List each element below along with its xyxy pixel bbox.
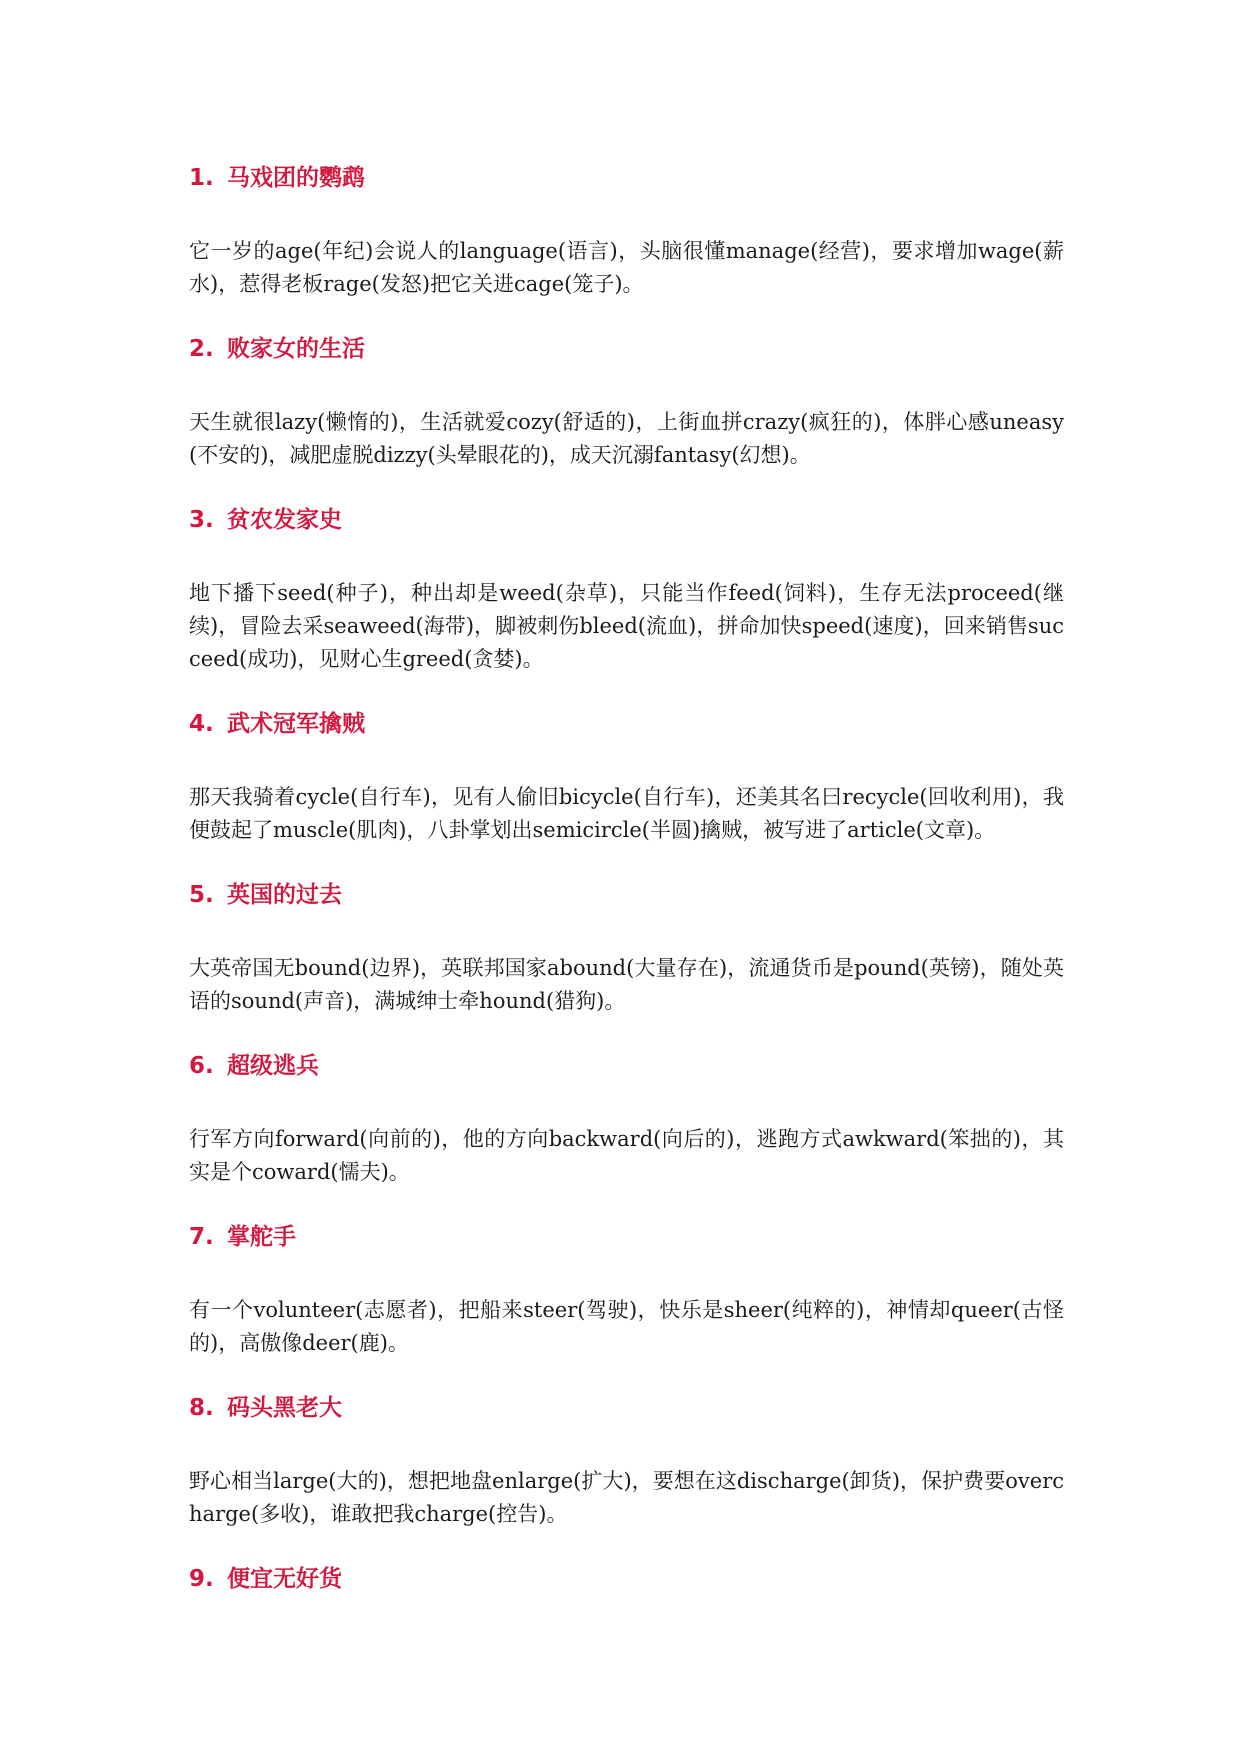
section-paragraph: 地下播下seed(种子)，种出却是weed(杂草)，只能当作feed(饲料)，生存无法proceed(继续)，冒险去采seaweed(海带)，脚被刺伤bleed(流血)，拼命加快speed(速度)，回来销售succeed(成功)，见财心生greed(贪婪)。 xyxy=(189,581,1064,671)
section-4 xyxy=(189,709,1064,847)
section-9 xyxy=(189,1564,1064,1594)
section-title: 败家女的生活 xyxy=(227,336,365,362)
section-heading xyxy=(189,709,1064,739)
section-3 xyxy=(189,505,1064,676)
section-title: 掌舵手 xyxy=(227,1224,296,1250)
section-paragraph: 它一岁的age(年纪)会说人的language(语言)，头脑很懂manage(经营)，要求增加wage(薪水)，惹得老板rage(发怒)把它关进cage(笼子)。 xyxy=(189,239,1064,296)
section-heading xyxy=(189,505,1064,535)
section-5 xyxy=(189,880,1064,1018)
section-heading xyxy=(189,1051,1064,1081)
section-heading xyxy=(189,1393,1064,1423)
section-title: 武术冠军擒贼 xyxy=(227,711,365,737)
section-heading xyxy=(189,334,1064,364)
section-number: 5. xyxy=(189,882,214,908)
section-heading xyxy=(189,163,1064,193)
section-paragraph: 那天我骑着cycle(自行车)，见有人偷旧bicycle(自行车)，还美其名曰recycle(回收利用)，我便鼓起了muscle(肌肉)，八卦掌划出semicircle(半圆)擒贼，被写进了article(文章)。 xyxy=(189,785,1064,842)
section-number: 4. xyxy=(189,711,214,737)
section-heading xyxy=(189,1222,1064,1252)
section-number: 1. xyxy=(189,165,214,191)
section-paragraph: 野心相当large(大的)，想把地盘enlarge(扩大)，要想在这discharge(卸货)，保护费要overcharge(多收)，谁敢把我charge(控告)。 xyxy=(189,1469,1064,1526)
section-number: 2. xyxy=(189,336,214,362)
section-2 xyxy=(189,334,1064,472)
section-8 xyxy=(189,1393,1064,1531)
section-title: 英国的过去 xyxy=(227,882,342,908)
section-number: 7. xyxy=(189,1224,214,1250)
section-paragraph: 有一个volunteer(志愿者)，把船来steer(驾驶)，快乐是sheer(纯粹的)，神情却queer(古怪的)，高傲像deer(鹿)。 xyxy=(189,1298,1064,1355)
section-heading xyxy=(189,1564,1064,1594)
section-7 xyxy=(189,1222,1064,1360)
section-paragraph: 大英帝国无bound(边界)，英联邦国家abound(大量存在)，流通货币是pound(英镑)，随处英语的sound(声音)，满城绅士牵hound(猎狗)。 xyxy=(189,956,1064,1013)
section-paragraph: 天生就很lazy(懒惰的)，生活就爱cozy(舒适的)，上街血拼crazy(疯狂的)，体胖心感uneasy(不安的)，减肥虚脱dizzy(头晕眼花的)，成天沉溺fantasy(幻想)。 xyxy=(189,410,1064,467)
section-number: 6. xyxy=(189,1053,214,1079)
section-paragraph: 行军方向forward(向前的)，他的方向backward(向后的)，逃跑方式awkward(笨拙的)，其实是个coward(懦夫)。 xyxy=(189,1127,1064,1184)
section-number: 3. xyxy=(189,507,214,533)
section-number: 8. xyxy=(189,1395,214,1421)
section-1 xyxy=(189,163,1064,301)
section-title: 马戏团的鹦鹉 xyxy=(227,165,365,191)
section-heading xyxy=(189,880,1064,910)
section-6 xyxy=(189,1051,1064,1189)
section-title: 超级逃兵 xyxy=(227,1053,319,1079)
section-number: 9. xyxy=(189,1566,214,1592)
section-title: 贫农发家史 xyxy=(227,507,342,533)
document-content xyxy=(189,163,1064,1636)
section-title: 便宜无好货 xyxy=(227,1566,342,1592)
section-title: 码头黑老大 xyxy=(227,1395,342,1421)
